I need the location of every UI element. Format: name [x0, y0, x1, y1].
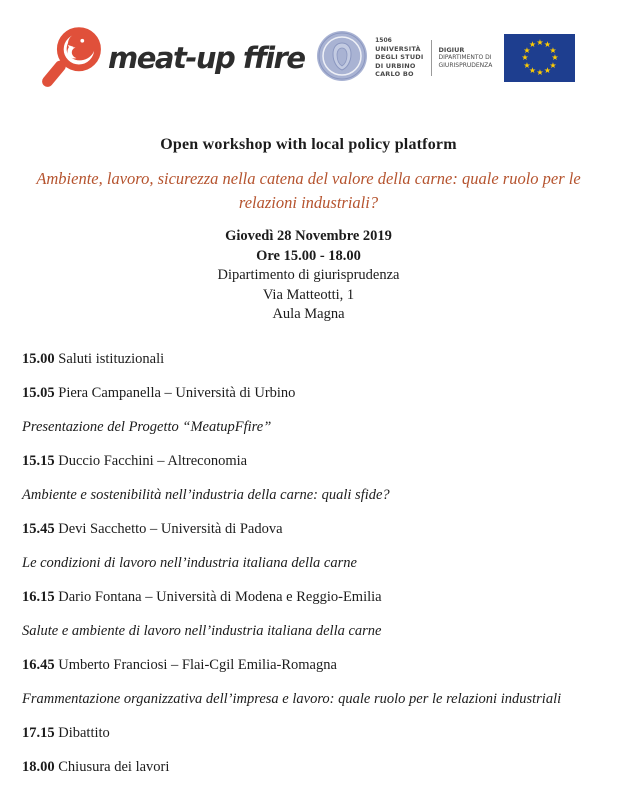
agenda-time: 17.15: [22, 724, 55, 741]
agenda-list: [22, 350, 587, 777]
event-time: Ore 15.00 - 18.00: [256, 247, 361, 264]
event-address: Via Matteotti, 1: [262, 286, 355, 303]
agenda-speaker: Devi Sacchetto – Università di Padova: [58, 520, 283, 537]
agenda-item: [22, 588, 587, 607]
eu-star-icon: ★: [551, 53, 559, 62]
event-department: Dipartimento di giurisprudenza: [217, 267, 400, 283]
agenda-topic: Le condizioni di lavoro nell’industria italiana della carne: [22, 554, 357, 571]
event-room: Aula Magna: [272, 306, 345, 322]
magnifier-rooster-icon: [40, 20, 106, 97]
agenda-item: [22, 350, 587, 369]
university-name-line: CARLO BO: [375, 70, 414, 79]
eu-star-icon: ★: [528, 66, 537, 75]
workshop-subtitle: Ambiente, lavoro, sicurezza nella catena del valore della carne: quale ruolo per le relazioni industriali?: [36, 169, 581, 212]
agenda-item: [22, 384, 587, 403]
agenda-time: 16.45: [22, 656, 55, 673]
agenda-speaker: Umberto Franciosi – Flai-Cgil Emilia-Romagna: [58, 656, 337, 673]
eu-star-icon: ★: [536, 68, 544, 77]
eu-star-icon: ★: [528, 40, 537, 49]
university-name-block: [375, 37, 423, 79]
department-name-line: DIPARTIMENTO DI: [438, 54, 492, 62]
agenda-topic: Salute e ambiente di lavoro nell’industria italiana della carne: [22, 622, 382, 639]
agenda-time: 15.15: [22, 452, 55, 469]
eu-star-icon: ★: [543, 66, 552, 75]
university-name-line: UNIVERSITÀ: [375, 45, 421, 54]
logo-header: [0, 0, 617, 92]
agenda-time: 16.15: [22, 588, 55, 605]
eu-star-icon: ★: [549, 60, 557, 70]
event-date: Giovedì 28 Novembre 2019: [225, 228, 392, 244]
agenda-topic: Presentazione del Progetto “MeatupFfire”: [22, 418, 272, 435]
agenda-speaker: Chiusura dei lavori: [58, 758, 170, 775]
agenda-speaker: Dibattito: [58, 724, 110, 741]
event-details: [0, 227, 617, 325]
university-name-line: DI URBINO: [375, 61, 416, 70]
agenda-speaker: Duccio Facchini – Altreconomia: [58, 452, 248, 469]
meatup-logo-text: meat-up ffire: [108, 41, 305, 75]
agenda-item: [22, 520, 587, 539]
agenda-time: 18.00: [22, 758, 55, 775]
logo-divider: [431, 40, 432, 76]
agenda-speaker: Piera Campanella – Università di Urbino: [58, 384, 296, 401]
department-name-block: [439, 46, 493, 71]
department-name-line: GIURISPRUDENZA: [438, 62, 493, 70]
university-urbino-logo: [316, 30, 492, 87]
agenda-item: [22, 724, 587, 743]
department-abbrev: DIGIUR: [438, 45, 465, 54]
agenda-time: 15.00: [22, 350, 55, 367]
agenda-item: [22, 656, 587, 675]
eu-star-icon: ★: [523, 45, 531, 55]
eu-flag-icon: [504, 34, 575, 82]
workshop-title: Open workshop with local policy platform: [160, 136, 457, 153]
eu-star-icon: ★: [523, 60, 531, 70]
eu-star-icon: ★: [521, 53, 529, 62]
eu-star-icon: ★: [536, 38, 544, 47]
university-name-line: DEGLI STUDI: [375, 53, 424, 62]
agenda-item: [22, 758, 587, 777]
agenda-time: 15.05: [22, 384, 55, 401]
agenda-speaker: Saluti istituzionali: [58, 350, 165, 367]
eu-star-icon: ★: [549, 45, 557, 55]
agenda-topic: Frammentazione organizzativa dell’impresa e lavoro: quale ruolo per le relazioni industriali: [22, 690, 562, 707]
agenda-speaker: Dario Fontana – Università di Modena e Reggio-Emilia: [58, 588, 382, 605]
meatup-ffire-logo: [40, 20, 305, 97]
university-seal-icon: [316, 30, 368, 87]
agenda-item: [22, 452, 587, 471]
agenda-topic: Ambiente e sostenibilità nell’industria della carne: quali sfide?: [22, 486, 390, 503]
eu-star-icon: ★: [543, 40, 552, 49]
university-founding-year: 1506: [375, 37, 392, 45]
agenda-time: 15.45: [22, 520, 55, 537]
